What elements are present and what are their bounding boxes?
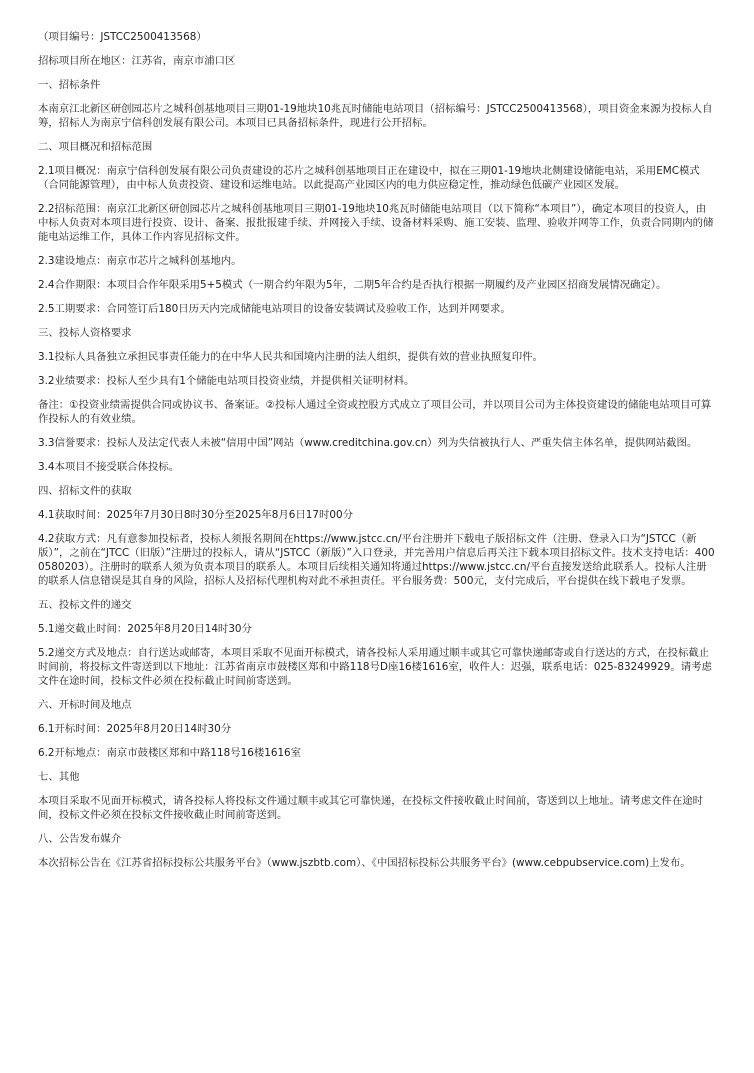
paragraph-3-2: 3.2业绩要求：投标人至少具有1个储能电站项目投资业绩，并提供相关证明材料。 <box>38 375 415 387</box>
project-location: 招标项目所在地区：江苏省，南京市浦口区 <box>38 55 236 67</box>
section-heading-2: 二、项目概况和招标范围 <box>38 141 153 153</box>
paragraph-2-5: 2.5工期要求：合同签订后180日历天内完成储能电站项目的设备安装调试及验收工作，达到并网要求。 <box>38 303 511 315</box>
paragraph-4-2: 4.2获取方式：凡有意参加投标者，投标人须报名期间在https://www.jstcc.cn/平台注册并下载电子版招标文件（注册、登录入口为“JSTCC（新版）”，之前在“JTCC（旧版）”注册过的投标人，请从“JSTCC（新版）”入口登录，并完善用户信息后再关注下载本项目招标文件。技术支持电话：4000580203）。注册时的联系人须为负责本项目的联系人。本项目后续相关通知将通过https://www.jstcc.cn/平台直接发送给此联系人。投标人注册的联系人信息错误是其自身的风险，招标人及招标代理机构对此不承担责任。平台服务费：500元，支付完成后，平台提供在线下载电子发票。 <box>38 533 715 587</box>
paragraph-5-1: 5.1递交截止时间：2025年8月20日14时30分 <box>38 623 252 635</box>
paragraph-tender-conditions: 本南京江北新区研创园芯片之城科创基地项目三期01-19地块10兆瓦时储能电站项目（招标编号：JSTCC2500413568），项目资金来源为投标人自筹，招标人为南京宁信科创发展有限公司。本项目已具备招标条件，现进行公开招标。 <box>38 103 713 129</box>
paragraph-3-4: 3.4本项目不接受联合体投标。 <box>38 461 180 473</box>
paragraph-note: 备注：①投资业绩需提供合同或协议书、备案证。②投标人通过全资或控股方式成立了项目公司，并以项目公司为主体投资建设的储能电站项目可算作投标人的有效业绩。 <box>38 399 712 425</box>
paragraph-2-1: 2.1项目概况：南京宁信科创发展有限公司负责建设的芯片之城科创基地项目正在建设中，拟在三期01-19地块北侧建设储能电站，采用EMC模式（合同能源管理），由中标人负责投资、建设和运维电站。以此提高产业园区内的电力供应稳定性，推动绿色低碳产业园区发展。 <box>38 165 700 191</box>
section-heading-6: 六、开标时间及地点 <box>38 699 132 711</box>
section-heading-3: 三、投标人资格要求 <box>38 327 132 339</box>
paragraph-5-2: 5.2递交方式及地点：自行送达或邮寄，本项目采取不见面开标模式，请各投标人采用通过顺丰或其它可靠快递邮寄或自行送达的方式，在投标截止时间前，将投标文件寄送到以下地址：江苏省南京市鼓楼区郑和中路118号D座16楼1616室，收件人：迟强，联系电话：025-83249929。请考虑文件在途时间，投标文件必须在投标截止时间前寄送到。 <box>38 647 712 687</box>
paragraph-media: 本次招标公告在《江苏省招标投标公共服务平台》（www.jszbtb.com）、《中国招标投标公共服务平台》(www.cebpubservice.com)上发布。 <box>38 857 691 869</box>
paragraph-4-1: 4.1获取时间：2025年7月30日8时30分至2025年8月6日17时00分 <box>38 509 353 521</box>
paragraph-2-3: 2.3建设地点：南京市芯片之城科创基地内。 <box>38 255 242 267</box>
paragraph-3-1: 3.1投标人具备独立承担民事责任能力的在中华人民共和国境内注册的法人组织，提供有效的营业执照复印件。 <box>38 351 543 363</box>
paragraph-2-4: 2.4合作期限：本项目合作年限采用5+5模式（一期合约年限为5年，二期5年合约是否执行根据一期履约及产业园区招商发展情况确定）。 <box>38 279 667 291</box>
section-heading-1: 一、招标条件 <box>38 79 101 91</box>
paragraph-6-2: 6.2开标地点：南京市鼓楼区郑和中路118号16楼1616室 <box>38 747 302 759</box>
section-heading-7: 七、其他 <box>38 771 80 783</box>
project-number: （项目编号：JSTCC2500413568） <box>38 31 207 43</box>
paragraph-3-3: 3.3信誉要求：投标人及法定代表人未被“信用中国”网站（www.creditchina.gov.cn）列为失信被执行人、严重失信主体名单，提供网站截图。 <box>38 437 698 449</box>
paragraph-other: 本项目采取不见面开标模式，请各投标人将投标文件通过顺丰或其它可靠快递，在投标文件接收截止时间前，寄送到以上地址。请考虑文件在途时间，投标文件必须在投标文件接收截止时间前寄送到。 <box>38 795 703 821</box>
section-heading-8: 八、公告发布媒介 <box>38 833 122 845</box>
section-heading-4: 四、招标文件的获取 <box>38 485 132 497</box>
section-heading-5: 五、投标文件的递交 <box>38 599 132 611</box>
paragraph-6-1: 6.1开标时间：2025年8月20日14时30分 <box>38 723 232 735</box>
paragraph-2-2: 2.2招标范围：南京江北新区研创园芯片之城科创基地项目三期01-19地块10兆瓦时储能电站项目（以下简称“本项目”），确定本项目的投资人，由中标人负责对本项目进行投资、设计、备案、报批报建手续、并网接入手续、设备材料采购、施工安装、监理、验收并网等工作，负责合同期内的储能电站运维工作，具体工作内容见招标文件。 <box>38 203 714 243</box>
